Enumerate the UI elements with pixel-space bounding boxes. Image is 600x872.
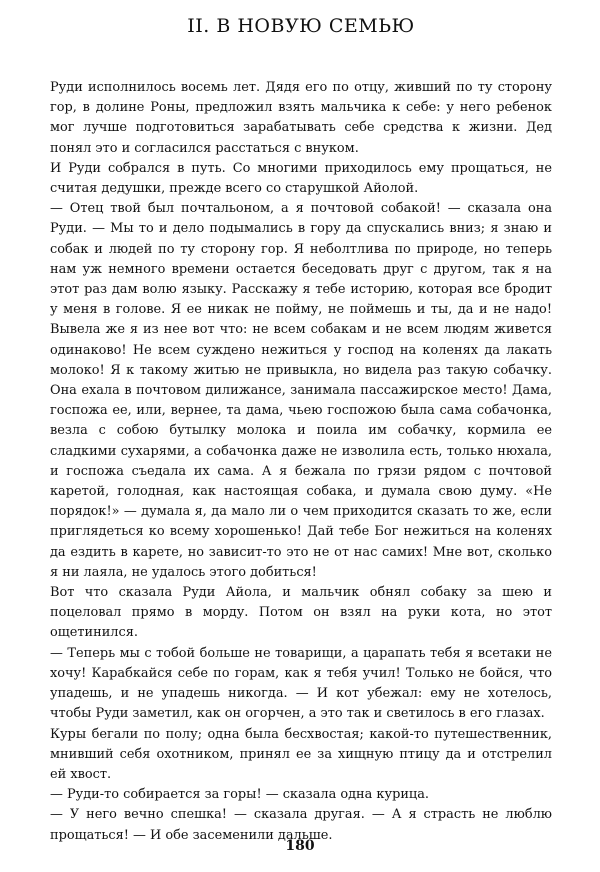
paragraph: Куры бегали по полу; одна была бесхвостая; какой-то путешественник, мнивший себя охотником, принял ее за хищную птицу да и отстрелил ей хвост.	[50, 726, 552, 782]
page-number: 180	[285, 838, 315, 854]
paragraph: — Отец твой был почтальоном, а я почтовой собакой! — сказала она Руди. — Мы то и дело подымались в гору да спускались вниз; я знаю и собак и людей по ту сторону гор. Я неболтлива по природе, но теперь нам уж немного времени остается беседовать друг с другом, так я на этот раз дам волю языку. Расскажу я тебе историю, которая все бродит у меня в голове. Я ее никак не пойму, не поймешь и ты, да и не надо! Вывела же я из нее вот что: не всем собакам и не всем людям живется одинаково! Не всем суждено нежиться у господ на коленях да лакать молоко! Я к такому житью не привыкла, но видела раз такую собачку. Она ехала в почтовом дилижансе, занимала пассажирское место! Дама, госпожа ее, или, вернее, та дама, чьею госпожою была сама собачонка, везла с собою бутылку молока и поила им собачку, кормила ее сладкими сухарями, а собачонка даже не изволила есть, только нюхала, и госпожа съедала их сама. А я бежала по грязи рядом с почтовой каретой, голодная, как настоящая собака, и думала свою думу. «Не порядок!» — думала я, да мало ли о чем приходится сказать то же, если приглядеться ко всему хорошенько! Дай тебе Бог нежиться на коленях да ездить в карете, но зависит-то это не от нас самих! Мне вот, сколько я ни лаяла, не удалось этого добиться!	[50, 201, 552, 580]
paragraph: Руди исполнилось восемь лет. Дядя его по отцу, живший по ту сторону гор, в долине Роны, предложил взять мальчика к себе: у него ребенок мог лучше подготовиться зарабатывать себе средства к жизни. Дед понял это и согласился расстаться с внуком.	[50, 80, 552, 156]
paragraph: — Теперь мы с тобой больше не товарищи, а царапать тебя я всетаки не хочу! Карабкайся себе по горам, как я тебя учил! Только не бойся, что упадешь, и не упадешь никогда. — И кот убежал: ему не хотелось, чтобы Руди заметил, как он огорчен, а это так и светилось в его глазах.	[50, 645, 552, 722]
paragraph: — У него вечно спешка! — сказала другая. — А я страсть не люблю прощаться! — И обе засеменили дальше.	[50, 807, 552, 843]
paragraph: И Руди собрался в путь. Со многими приходилось ему прощаться, не считая дедушки, прежде всего со старушкой Айолой.	[50, 160, 552, 197]
body-text	[50, 78, 552, 846]
paragraph: — Руди-то собирается за горы! — сказала одна курица.	[50, 787, 429, 803]
chapter-title: II. В НОВУЮ СЕМЬЮ	[187, 15, 415, 37]
paragraph: Вот что сказала Руди Айола, и мальчик обнял собаку за шею и поцеловал прямо в морду. Потом он взял на руки кота, но этот ощетинился.	[50, 585, 552, 641]
